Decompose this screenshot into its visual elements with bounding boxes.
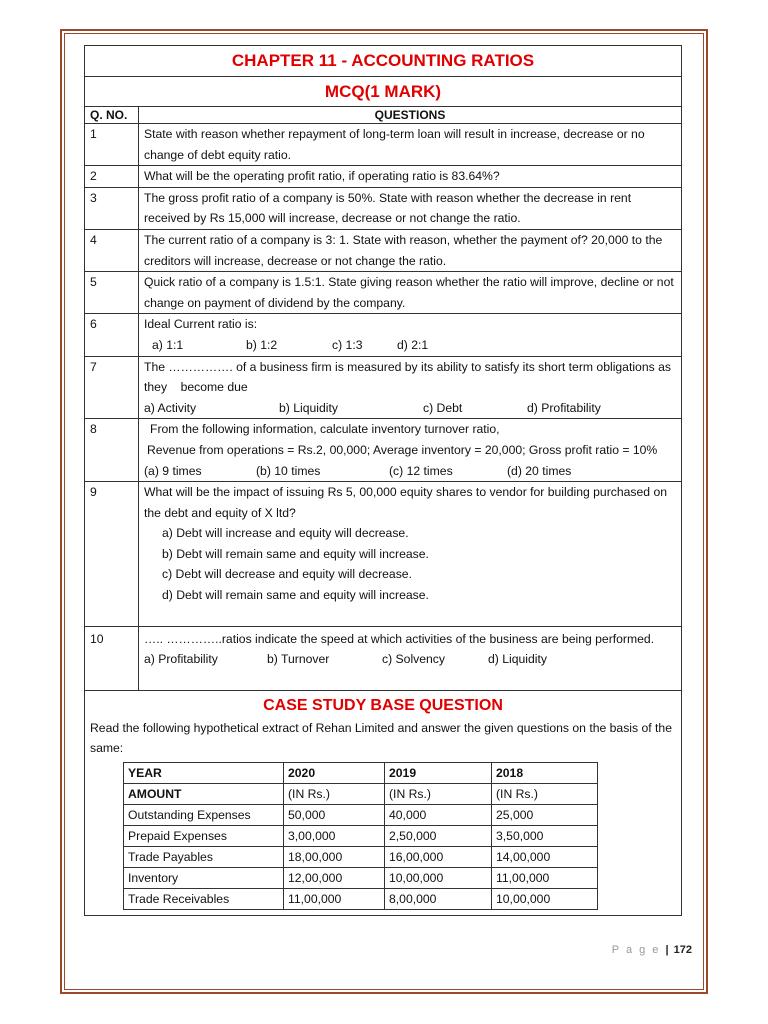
question-row-9 (85, 482, 682, 627)
table-cell: Trade Receivables (124, 888, 284, 909)
table-cell: 2018 (492, 762, 598, 783)
option-a: a) Profitability (144, 652, 218, 667)
q-text: The gross profit ratio of a company is 50%. State with reason whether the decrease in rent received by Rs 15,000 will increase, decrease or not change the ratio. (139, 187, 682, 229)
table-cell: 2020 (284, 762, 385, 783)
table-cell: 12,00,000 (284, 867, 385, 888)
q-number: 3 (85, 187, 139, 229)
question-row-5 (85, 272, 682, 314)
table-row (124, 825, 598, 846)
table-cell: 10,00,000 (492, 888, 598, 909)
option-a: a) Activity (144, 400, 197, 415)
q-number: 9 (85, 482, 139, 627)
table-header-row (124, 762, 598, 783)
table-unit-row (124, 783, 598, 804)
option-b: (b) 10 times (256, 463, 321, 478)
page-word: P a g e (611, 944, 661, 956)
table-row (124, 804, 598, 825)
question-row-7 (85, 356, 682, 419)
q-number: 2 (85, 166, 139, 188)
option-a: a) Debt will increase and equity will decrease. (162, 526, 409, 541)
table-cell: 18,00,000 (284, 846, 385, 867)
option-a: (a) 9 times (144, 463, 202, 478)
page-footer (600, 944, 692, 956)
table-cell: Outstanding Expenses (124, 804, 284, 825)
option-b: b) Turnover (267, 652, 330, 667)
table-cell: 11,00,000 (492, 867, 598, 888)
option-c: c) Debt will decrease and equity will decrease. (162, 567, 412, 582)
option-c: c) Debt (423, 400, 463, 415)
table-cell: 14,00,000 (492, 846, 598, 867)
table-cell: 16,00,000 (385, 846, 492, 867)
table-cell: (IN Rs.) (492, 783, 598, 804)
question-row-6 (85, 314, 682, 356)
q-options (144, 461, 676, 482)
q-number: 10 (85, 626, 139, 690)
table-row (124, 867, 598, 888)
question-row-10 (85, 626, 682, 690)
table-cell: 11,00,000 (284, 888, 385, 909)
q-number: 5 (85, 272, 139, 314)
question-row-1 (85, 124, 682, 166)
option-d: d) 2:1 (397, 337, 429, 352)
option-d: d) Debt will remain same and equity will increase. (162, 588, 429, 603)
table-cell: 2,50,000 (385, 825, 492, 846)
table-row (124, 888, 598, 909)
q-text: The current ratio of a company is 3: 1. State with reason, whether the payment of? 20,000 to the creditors will increase, decrease or not change the ratio. (139, 229, 682, 271)
option-b: b) Liquidity (279, 400, 338, 415)
table-cell: 25,000 (492, 804, 598, 825)
case-study-row (85, 690, 682, 915)
table-cell: 10,00,000 (385, 867, 492, 888)
table-cell: (IN Rs.) (385, 783, 492, 804)
option-c: c) Solvency (382, 652, 445, 667)
page-number: 172 (673, 944, 692, 956)
option-d: d) Profitability (527, 400, 601, 415)
q-text: Ideal Current ratio is: (144, 317, 258, 332)
table-cell: Prepaid Expenses (124, 825, 284, 846)
option-d: (d) 20 times (507, 463, 572, 478)
table-cell: (IN Rs.) (284, 783, 385, 804)
q-text-line1: From the following information, calculate inventory turnover ratio, (150, 422, 500, 437)
q-text-line2: Revenue from operations = Rs.2, 00,000; Average inventory = 20,000; Gross profit ratio = 10% (147, 442, 658, 457)
question-row-4 (85, 229, 682, 271)
question-row-2 (85, 166, 682, 188)
q-text: State with reason whether repayment of long-term loan will result in increase, decrease or no change of debt equity ratio. (139, 124, 682, 166)
option-d: d) Liquidity (488, 652, 547, 667)
table-cell: Trade Payables (124, 846, 284, 867)
table-cell: AMOUNT (124, 783, 284, 804)
worksheet (84, 45, 681, 916)
case-study-intro: Read the following hypothetical extract of Rehan Limited and answer the given questions on the basis of the same: (90, 720, 672, 756)
q-text: Quick ratio of a company is 1.5:1. State giving reason whether the ratio will improve, decline or not change on payment of dividend by the company. (139, 272, 682, 314)
mcq-table (84, 45, 682, 916)
q-number: 1 (85, 124, 139, 166)
q-options (144, 335, 676, 356)
option-b: b) 1:2 (246, 337, 278, 352)
chapter-title: CHAPTER 11 - ACCOUNTING RATIOS (85, 46, 682, 77)
option-c: (c) 12 times (389, 463, 453, 478)
q-text: What will be the impact of issuing Rs 5, 00,000 equity shares to vendor for building purchased on the debt and equity of X ltd? (144, 485, 668, 520)
table-cell: 2019 (385, 762, 492, 783)
q-text: The ……………. of a business firm is measured by its ability to satisfy its short term obligations as they become due (144, 359, 675, 395)
table-cell: Inventory (124, 867, 284, 888)
table-cell: 3,50,000 (492, 825, 598, 846)
table-row (124, 846, 598, 867)
case-study-title: CASE STUDY BASE QUESTION (263, 696, 503, 714)
table-cell: 50,000 (284, 804, 385, 825)
q-number: 6 (85, 314, 139, 356)
q-text: What will be the operating profit ratio, if operating ratio is 83.64%? (139, 166, 682, 188)
question-row-3 (85, 187, 682, 229)
option-b: b) Debt will remain same and equity will increase. (162, 546, 429, 561)
q-number: 8 (85, 419, 139, 482)
question-row-8 (85, 419, 682, 482)
q-number: 7 (85, 356, 139, 419)
q-number: 4 (85, 229, 139, 271)
page-separator: | (665, 944, 669, 956)
table-cell: YEAR (124, 762, 284, 783)
table-cell: 40,000 (385, 804, 492, 825)
option-a: a) 1:1 (152, 337, 184, 352)
col-questions-header: QUESTIONS (139, 107, 682, 124)
table-cell: 8,00,000 (385, 888, 492, 909)
case-data-table (123, 762, 598, 910)
col-qno-header: Q. NO. (85, 107, 139, 124)
q-options (144, 398, 676, 419)
q-options (144, 649, 676, 670)
q-text: ….. …………..ratios indicate the speed at which activities of the business are being performed. (144, 631, 655, 646)
table-cell: 3,00,000 (284, 825, 385, 846)
section-title: MCQ(1 MARK) (85, 77, 682, 107)
option-c: c) 1:3 (332, 337, 363, 352)
